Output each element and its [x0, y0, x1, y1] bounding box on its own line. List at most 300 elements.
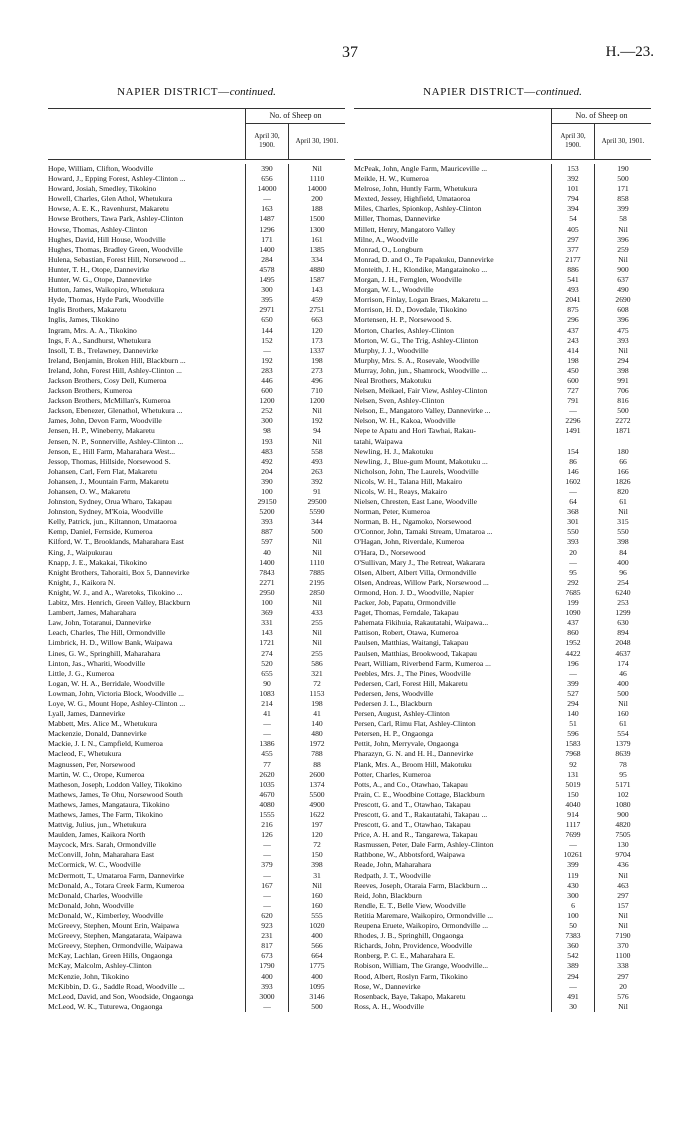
- owner-name: McGreevy, Stephen, Mount Erin, Waipawa: [48, 921, 179, 931]
- sheep-1900: 390: [261, 164, 273, 173]
- owner-name: Kemp, Daniel, Fernside, Kumeroa: [48, 527, 153, 537]
- owner-name: Knight Brothers, Tahoraiti, Box 5, Dannevirke: [48, 567, 190, 577]
- sheep-1900: 119: [567, 870, 579, 880]
- owner-name: Leach, Charles, The Hill, Ormondville: [48, 628, 166, 638]
- owner-name: King, J., Waipukurau: [48, 547, 113, 557]
- sheep-1901: 663: [311, 315, 323, 325]
- table-row: [48, 336, 345, 346]
- sheep-1900: 54: [569, 214, 577, 224]
- sheep-1900: 300: [567, 890, 579, 900]
- table-row: [354, 447, 651, 457]
- table-row: [48, 871, 345, 881]
- sheep-1900: 405: [567, 224, 579, 234]
- sheep-1900: 875: [567, 305, 579, 315]
- owner-name: Monteith, J. H., Klondike, Mangatainoko ...: [354, 264, 488, 274]
- owner-name: Jessop, Thomas, Hillside, Norsewood S.: [48, 456, 171, 466]
- sheep-1900: 1117: [565, 820, 581, 830]
- sheep-1900: 204: [261, 466, 273, 476]
- sheep-1900: 294: [567, 971, 579, 981]
- sheep-1900: 1952: [565, 638, 581, 648]
- sheep-1901: Nil: [312, 638, 322, 648]
- sheep-1900: 331: [261, 618, 273, 628]
- sheep-1900: 92: [569, 759, 577, 769]
- sheep-1900: 399: [567, 678, 579, 688]
- owner-name: Ingram, Mrs. A. A., Tikokino: [48, 325, 137, 335]
- sheep-1900: 100: [567, 910, 579, 920]
- sheep-1900: 1200: [259, 396, 275, 406]
- sheep-1900: 294: [567, 698, 579, 708]
- sheep-1900: 29150: [257, 497, 277, 507]
- sheep-1900: 243: [567, 335, 579, 345]
- owner-name: Mabbett, Mrs. Alice M., Whetukura: [48, 719, 158, 729]
- sheep-1900: 152: [261, 335, 273, 345]
- sheep-1901: 171: [617, 184, 629, 194]
- sheep-1901: 1020: [309, 921, 325, 931]
- page-number: 37: [342, 44, 358, 61]
- sheep-1900: —: [569, 668, 577, 678]
- table-row: [354, 497, 651, 507]
- sheep-1900: 1090: [565, 608, 581, 618]
- sheep-1900: 399: [567, 860, 579, 870]
- sheep-1901: 396: [617, 315, 629, 325]
- sheep-1901: 150: [311, 850, 323, 860]
- sheep-1900: —: [263, 900, 271, 910]
- owner-name: McGreevy, Stephen, Ormondville, Waipawa: [48, 941, 183, 951]
- sheep-1901: 900: [617, 810, 629, 819]
- sheep-1900: 393: [261, 981, 273, 991]
- table-row: [354, 941, 651, 951]
- sheep-1900: —: [263, 345, 271, 355]
- table-row: [48, 699, 345, 709]
- table-row: [48, 204, 345, 214]
- table-row: [48, 659, 345, 669]
- sheep-1900: 150: [567, 789, 579, 799]
- sheep-1900: —: [569, 487, 577, 496]
- sheep-1900: 596: [567, 729, 579, 739]
- sheep-1901: 500: [311, 1001, 323, 1011]
- table-row: [354, 840, 651, 850]
- sheep-1901: 2850: [309, 587, 325, 597]
- sheep-1901: 263: [311, 466, 323, 476]
- sheep-1901: 2195: [309, 577, 325, 587]
- sheep-1901: 500: [617, 174, 629, 184]
- sheep-1900: —: [263, 194, 271, 204]
- owner-name: Meikle, H. W., Kumeroa: [354, 174, 429, 184]
- table-row: [354, 739, 651, 749]
- sheep-1900: —: [569, 981, 577, 991]
- owner-name: Rose, W., Dannevirke: [354, 981, 421, 991]
- sheep-1901: 576: [617, 991, 629, 1001]
- owner-name: Magnussen, Per, Norsewood: [48, 759, 136, 769]
- table-row: [48, 265, 345, 275]
- sheep-1901: 6240: [615, 587, 631, 597]
- sheep-1900: 131: [567, 769, 579, 779]
- owner-name: Insoll, T. B., Trelawney, Dannevirke: [48, 345, 159, 355]
- sheep-1901: 120: [311, 325, 323, 335]
- sheep-1901: 5500: [309, 789, 325, 799]
- sheep-1900: 1487: [259, 214, 275, 224]
- sheep-1901: 334: [311, 254, 323, 264]
- table-row: [354, 961, 651, 971]
- sheep-1900: 196: [567, 658, 579, 668]
- table-row: [48, 507, 345, 517]
- sheep-1900: 392: [567, 174, 579, 184]
- table-row: [354, 487, 651, 497]
- sheep-1900: 126: [261, 830, 273, 840]
- sheep-1901: 8639: [615, 749, 631, 759]
- owner-name: Petersen, H. P., Ongaonga: [354, 729, 434, 739]
- owner-name: Mortensen, H. P., Norsewood S.: [354, 315, 452, 325]
- owner-name: Limbrick, H. D., Willow Bank, Waipawa: [48, 638, 173, 648]
- sheep-1901: 1775: [309, 961, 325, 971]
- sheep-1901: Nil: [618, 870, 628, 880]
- owner-name: Lowman, John, Victoria Block, Woodville ...: [48, 688, 184, 698]
- sheep-1900: 491: [567, 991, 579, 1001]
- sheep-1901: 4637: [615, 648, 631, 658]
- table-row: [354, 790, 651, 800]
- sheep-1900: 171: [261, 234, 273, 244]
- sheep-1900: 1602: [565, 476, 581, 486]
- sheep-1901: 173: [311, 335, 323, 345]
- owner-name: Ronberg, P. C. E., Maharahara E.: [354, 951, 455, 961]
- table-body: [48, 164, 345, 1012]
- owner-name: Law, John, Totaranui, Dannevirke: [48, 618, 152, 628]
- sheep-1901: 94: [313, 426, 321, 436]
- sheep-1900: 274: [261, 648, 273, 658]
- sheep-1900: 437: [567, 618, 579, 628]
- sheep-1901: 608: [617, 305, 629, 315]
- owner-name: Nelson, E., Mangatoro Valley, Dannevirke ...: [354, 406, 491, 416]
- sheep-1900: —: [263, 719, 271, 729]
- table-row: [48, 830, 345, 840]
- sheep-1900: 414: [567, 345, 579, 355]
- table-row: [48, 881, 345, 891]
- sheep-1900: 492: [261, 456, 273, 466]
- owner-name: Prain, C. E., Woodbine Cottage, Blackburn: [354, 789, 485, 799]
- owner-name: McLeod, W. K., Tuturewa, Ongaonga: [48, 1001, 163, 1011]
- sheep-1900: 437: [567, 325, 579, 335]
- owner-name: Pedersen J. L., Blackburn: [354, 698, 433, 708]
- sheep-1901: 480: [311, 729, 323, 739]
- owner-name: Howard, J., Epping Forest, Ashley-Clinton ...: [48, 174, 186, 184]
- sheep-1901: 1080: [615, 799, 631, 809]
- owner-name: Nelsen, Meikael, Fair View, Ashley-Clinton: [354, 386, 488, 396]
- owner-name: Hutton, James, Waikopiro, Whetukura: [48, 285, 165, 295]
- owner-name: Lines, G. W., Springhill, Maharahara: [48, 648, 161, 658]
- sheep-1901: 1100: [615, 951, 631, 961]
- table-row: [48, 184, 345, 194]
- table-row: [354, 568, 651, 578]
- sheep-1900: 4080: [259, 799, 275, 809]
- table-row: [354, 1002, 651, 1012]
- table-row: [354, 588, 651, 598]
- table-row: [48, 164, 345, 174]
- owner-name: Labitz, Mrs. Henrich, Green Valley, Blackburn: [48, 598, 191, 608]
- table-row: [48, 800, 345, 810]
- sheep-1901: 192: [311, 416, 323, 426]
- owner-name: Morrison, Finlay, Logan Braes, Makaretu ...: [354, 295, 488, 305]
- sheep-1901: 493: [311, 456, 323, 466]
- table-row: [354, 315, 651, 325]
- table-row: [354, 921, 651, 931]
- owner-name: Jackson Brothers, Cosy Dell, Kumeroa: [48, 375, 167, 385]
- owner-name: Milne, A., Woodville: [354, 234, 419, 244]
- owner-name: Lyall, James, Dannevirke: [48, 709, 126, 719]
- table-body: [354, 164, 651, 1012]
- sheep-1901: 1299: [615, 608, 631, 618]
- table-row: [48, 457, 345, 467]
- sheep-1900: 40: [263, 547, 271, 557]
- table-row: [354, 669, 651, 679]
- sheep-1901: 294: [617, 355, 629, 365]
- sheep-1901: 554: [617, 729, 629, 739]
- table-row: [354, 760, 651, 770]
- sheep-1901: Nil: [618, 345, 628, 355]
- sheep-1900: 1491: [565, 426, 581, 436]
- sheep-1901: 180: [617, 446, 629, 456]
- sheep-1900: 1721: [259, 638, 275, 648]
- sheep-1900: 2041: [565, 295, 581, 305]
- sheep-1901: 78: [619, 759, 627, 769]
- sheep-1901: 198: [311, 698, 323, 708]
- table-row: [48, 790, 345, 800]
- table-row: [48, 729, 345, 739]
- sheep-count-group-header: No. of Sheep on: [246, 109, 345, 124]
- owner-name: Rosenback, Baye, Takapo, Makaretu: [354, 991, 466, 1001]
- sheep-1900: 5019: [565, 779, 581, 789]
- sheep-1901: 5171: [615, 779, 631, 789]
- table-row: [48, 437, 345, 447]
- sheep-1900: —: [263, 850, 271, 860]
- sheep-1900: 4670: [259, 789, 275, 799]
- table-row: [354, 992, 651, 1002]
- table-row: [354, 305, 651, 315]
- page-header: [0, 44, 700, 68]
- sheep-1901: 166: [617, 466, 629, 476]
- table-row: [48, 618, 345, 628]
- sheep-1901: 991: [617, 375, 629, 385]
- table-row: [354, 174, 651, 184]
- sheep-1901: 72: [313, 840, 321, 850]
- owner-name: Ross, A. H., Woodville: [354, 1001, 424, 1011]
- owner-name: McDermott, T., Umataroa Farm, Dannevirke: [48, 870, 184, 880]
- sheep-1901: 566: [311, 941, 323, 951]
- table-row: [48, 739, 345, 749]
- table-row: [354, 235, 651, 245]
- owner-name: Loye, W. G., Mount Hope, Ashley-Clinton ...: [48, 698, 186, 708]
- table-row: [354, 548, 651, 558]
- table-row: [48, 568, 345, 578]
- sheep-1901: 370: [617, 941, 629, 951]
- table-row: [354, 265, 651, 275]
- table-row: [48, 416, 345, 426]
- sheep-1901: 157: [617, 900, 629, 910]
- sheep-1901: 396: [617, 234, 629, 244]
- table-row: [48, 578, 345, 588]
- sheep-1900: 214: [261, 698, 273, 708]
- table-row: [48, 961, 345, 971]
- owner-name: Rhodes, J. B., Springhill, Ongaonga: [354, 931, 464, 941]
- table-row: [48, 396, 345, 406]
- sheep-1900: 90: [263, 678, 271, 688]
- sheep-1900: 368: [567, 507, 579, 517]
- table-row: [354, 881, 651, 891]
- owner-name: McDonald, A., Totara Creek Farm, Kumeroa: [48, 880, 185, 890]
- owner-name: McConvill, John, Maharahara East: [48, 850, 155, 860]
- owner-name: Miller, Thomas, Dannevirke: [354, 214, 441, 224]
- sheep-1900: 1583: [565, 739, 581, 749]
- sheep-1900: 394: [567, 204, 579, 214]
- owner-name: Johansen, Carl, Fern Flat, Makaretu: [48, 466, 158, 476]
- owner-name: Nicholson, John, The Laurels, Woodville: [354, 466, 479, 476]
- sheep-1900: 154: [567, 446, 579, 456]
- table-row: [48, 992, 345, 1002]
- owner-name: Mattvig, Julius, jun., Whetukura: [48, 820, 147, 830]
- sheep-1901: 1622: [309, 810, 325, 819]
- sheep-1901: Nil: [618, 1001, 628, 1011]
- owner-name: Knapp, J. E., Makakai, Tikokino: [48, 557, 147, 567]
- table-row: [48, 467, 345, 477]
- sheep-1901: 31: [313, 870, 321, 880]
- sheep-1901: 1153: [309, 688, 325, 698]
- sheep-1900: 727: [567, 386, 579, 396]
- sheep-1901: 7505: [615, 830, 631, 840]
- table-row: [354, 689, 651, 699]
- owner-name: Reade, John, Maharahara: [354, 860, 432, 870]
- owner-name: Melrose, John, Huntly Farm, Whetukura: [354, 184, 478, 194]
- table-row: [354, 780, 651, 790]
- sheep-1900: 4040: [565, 799, 581, 809]
- table-row: [354, 336, 651, 346]
- sheep-1901: 1972: [309, 739, 325, 749]
- table-row: [48, 214, 345, 224]
- table-row: [48, 780, 345, 790]
- owner-name: Murphy, J. J., Woodville: [354, 345, 429, 355]
- sheep-1900: 64: [569, 497, 577, 507]
- sheep-1901: 61: [619, 497, 627, 507]
- owner-name: Richards, John, Providence, Woodville: [354, 941, 473, 951]
- sheep-1900: 483: [261, 446, 273, 456]
- table-row: [48, 850, 345, 860]
- sheep-1900: 50: [569, 921, 577, 931]
- table-row: [354, 426, 651, 436]
- owner-name: Logan, W. H. A., Berridale, Woodville: [48, 678, 165, 688]
- table-row: [354, 850, 651, 860]
- table-row: [48, 356, 345, 366]
- table-row: [48, 941, 345, 951]
- owner-name: Miles, Charles, Spionkop, Ashley-Clinton: [354, 204, 482, 214]
- sheep-1900: 6: [571, 900, 575, 910]
- owner-name: Hunter, T. H., Otope, Dannevirke: [48, 264, 150, 274]
- sheep-1900: —: [569, 557, 577, 567]
- owner-name: tatahi, Waipawa: [354, 436, 403, 446]
- sheep-1900: 887: [261, 527, 273, 537]
- owner-name: Howse, Thomas, Ashley-Clinton: [48, 224, 148, 234]
- sheep-1900: 7968: [565, 749, 581, 759]
- table-row: [354, 467, 651, 477]
- owner-name: Potter, Charles, Kumeroa: [354, 769, 431, 779]
- owner-name: Ings, F. A., Sandhurst, Whetukura: [48, 335, 151, 345]
- sheep-1901: 130: [617, 840, 629, 850]
- owner-name: Mackie, J. I. N., Campfield, Kumeroa: [48, 739, 163, 749]
- col-header-1901: April 30, 1901.: [295, 136, 339, 145]
- sheep-1901: 490: [617, 285, 629, 295]
- district-title-main: NAPIER DISTRICT—: [117, 86, 230, 98]
- owner-name: Murray, John, jun., Shamrock, Woodville ...: [354, 365, 488, 375]
- table-row: [48, 689, 345, 699]
- table-row: [48, 194, 345, 204]
- table-row: [354, 659, 651, 669]
- sheep-1901: 1587: [309, 275, 325, 285]
- owner-name: Mathews, James, The Farm, Tikokino: [48, 810, 163, 819]
- table-row: [48, 679, 345, 689]
- sheep-1901: Nil: [312, 880, 322, 890]
- sheep-1900: 360: [567, 941, 579, 951]
- col-header-1900: April 30, 1900.: [254, 132, 280, 149]
- district-title: [354, 84, 651, 100]
- sheep-1900: 1386: [259, 739, 275, 749]
- sheep-1900: 393: [567, 537, 579, 547]
- owner-name: Howard, Josiah, Smedley, Tikokino: [48, 184, 157, 194]
- sheep-1900: —: [569, 840, 577, 850]
- table-row: [354, 295, 651, 305]
- table-row: [48, 548, 345, 558]
- table-row: [354, 699, 651, 709]
- sheep-1900: 389: [567, 961, 579, 971]
- sheep-1900: 541: [567, 275, 579, 285]
- sheep-1900: 140: [567, 709, 579, 719]
- owner-name: Pettit, John, Merryvale, Ongaonga: [354, 739, 459, 749]
- owner-name: O'Sullivan, Mary J., The Retreat, Wakarara: [354, 557, 486, 567]
- sheep-1900: 493: [567, 285, 579, 295]
- owner-name: Jenson, E., Hill Farm, Maharahara West...: [48, 446, 176, 456]
- table-row: [48, 891, 345, 901]
- table-row: [354, 871, 651, 881]
- sheep-1901: Nil: [312, 406, 322, 416]
- sheep-1900: 301: [567, 517, 579, 527]
- table-row: [48, 921, 345, 931]
- owner-name: Murphy, Mrs. S. A., Rosevale, Woodville: [354, 355, 480, 365]
- sheep-1901: 500: [617, 406, 629, 416]
- sheep-1900: 794: [567, 194, 579, 204]
- sheep-1901: 900: [617, 264, 629, 274]
- table-row: [354, 517, 651, 527]
- table-row: [354, 204, 651, 214]
- table-row: [354, 578, 651, 588]
- sheep-1901: 400: [617, 678, 629, 688]
- owner-name: McGreevy, Stephen, Mangatarata, Waipawa: [48, 931, 182, 941]
- document-reference: H.—23.: [605, 44, 654, 60]
- sheep-1901: 5590: [309, 507, 325, 517]
- sheep-1901: 706: [617, 386, 629, 396]
- owner-name: Inglis Brothers, Makaretu: [48, 305, 127, 315]
- sheep-1900: 520: [261, 658, 273, 668]
- table-row: [354, 830, 651, 840]
- owner-name: Nelson, W. H., Kakoa, Woodville: [354, 416, 456, 426]
- owner-name: Howse Brothers, Tawa Park, Ashley-Clinton: [48, 214, 184, 224]
- table-row: [48, 497, 345, 507]
- sheep-1901: 398: [617, 537, 629, 547]
- sheep-1900: —: [263, 840, 271, 850]
- sheep-1901: 253: [617, 598, 629, 608]
- sheep-1901: 41: [313, 709, 321, 719]
- sheep-1900: 100: [261, 598, 273, 608]
- table-row: [48, 235, 345, 245]
- table-row: [354, 437, 651, 447]
- owner-name: Hughes, Thomas, Bradley Green, Woodville: [48, 244, 183, 254]
- sheep-1901: 392: [311, 476, 323, 486]
- sheep-1900: 1790: [259, 961, 275, 971]
